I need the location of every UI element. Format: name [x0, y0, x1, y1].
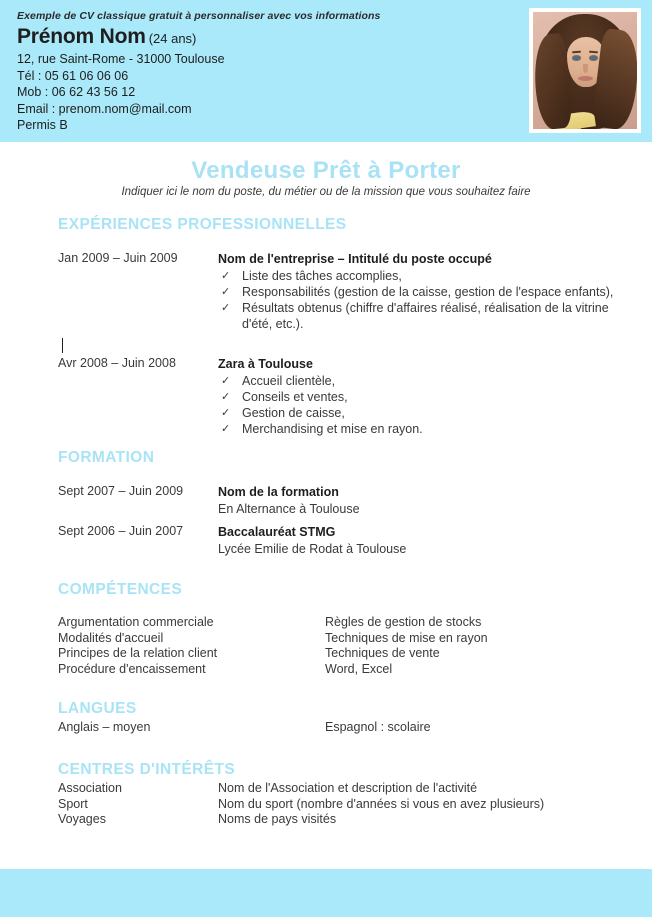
header-band — [0, 0, 652, 142]
list-item — [218, 300, 618, 332]
check-icon: ✓ — [221, 302, 231, 314]
interest-row — [58, 812, 618, 828]
entry-title: Nom de la formation — [218, 485, 339, 499]
check-icon: ✓ — [221, 391, 231, 403]
langues-columns — [58, 720, 618, 738]
list-item — [218, 389, 618, 405]
list-item: Procédure d'encaissement — [58, 661, 206, 676]
address-line: 12, rue Saint-Rome - 31000 Toulouse — [17, 52, 225, 66]
section-heading-competences: COMPÉTENCES — [58, 581, 183, 598]
licence-line: Permis B — [17, 118, 68, 132]
list-item: Modalités d'accueil — [58, 630, 164, 645]
photo-frame — [529, 8, 641, 133]
langues-column-left — [58, 720, 318, 736]
mobile-line: Mob : 06 62 43 56 12 — [17, 85, 136, 99]
entry-title: Baccalauréat STMG — [218, 525, 336, 539]
list-item: Word, Excel — [325, 661, 393, 676]
check-icon: ✓ — [221, 407, 231, 419]
footer-band — [0, 869, 652, 917]
portrait-photo — [533, 12, 637, 129]
entry-body — [218, 356, 618, 437]
list-item — [218, 405, 618, 421]
entry-bullet-list — [218, 268, 618, 332]
list-item: Techniques de vente — [325, 646, 440, 660]
interest-row — [58, 797, 618, 813]
list-item — [218, 284, 618, 300]
entry-date: Avr 2008 – Juin 2008 — [58, 356, 176, 370]
phone-line: Tél : 05 61 06 06 06 — [17, 68, 129, 83]
age: (24 ans) — [148, 31, 197, 46]
langues-column-right — [325, 720, 615, 736]
interest-label: Voyages — [58, 812, 106, 826]
section-heading-experience: EXPÉRIENCES PROFESSIONNELLES — [58, 216, 347, 233]
entry-body — [218, 524, 618, 557]
entry-body — [218, 251, 618, 332]
entry-title: Zara à Toulouse — [218, 357, 313, 371]
competences-column-left — [58, 615, 318, 677]
section-heading-interets: CENTRES D'INTÉRÊTS — [58, 761, 236, 778]
list-item: Principes de la relation client — [58, 646, 218, 660]
check-icon: ✓ — [221, 270, 231, 282]
list-item: Argumentation commerciale — [58, 615, 214, 629]
entry-date: Jan 2009 – Juin 2009 — [58, 251, 178, 265]
tagline: Exemple de CV classique gratuit à personnaliser avec vos informations — [17, 10, 381, 22]
competences-columns — [58, 615, 618, 681]
check-icon: ✓ — [221, 375, 231, 387]
interest-row — [58, 781, 618, 797]
interets-rows — [58, 781, 618, 828]
list-item-text: Résultats obtenus (chiffre d'affaires réalisé, réalisation de la vitrine d'été, etc.). — [242, 301, 609, 331]
check-icon: ✓ — [221, 423, 231, 435]
interest-value: Noms de pays visités — [218, 812, 337, 826]
list-item-text: Gestion de caisse, — [242, 406, 345, 420]
list-item — [218, 373, 618, 389]
page-title: Vendeuse Prêt à Porter — [191, 157, 461, 184]
entry-title: Nom de l'entreprise – Intitulé du poste occupé — [218, 252, 492, 266]
header-contact-block — [17, 9, 517, 134]
list-item: Techniques de mise en rayon — [325, 630, 488, 645]
entry-date: Sept 2006 – Juin 2007 — [58, 524, 184, 538]
interest-label: Sport — [58, 796, 88, 811]
competences-column-right — [325, 615, 615, 677]
list-item — [218, 268, 618, 284]
email-line: Email : prenom.nom@mail.com — [17, 101, 192, 116]
list-item-text: Conseils et ventes, — [242, 390, 348, 404]
interest-value: Nom du sport (nombre d'années si vous en avez plusieurs) — [218, 796, 545, 811]
name-line — [17, 25, 517, 51]
entry-body — [218, 484, 618, 517]
full-name: Prénom Nom — [17, 25, 146, 48]
section-heading-formation: FORMATION — [58, 449, 155, 466]
entry-subtitle: En Alternance à Toulouse — [218, 502, 360, 516]
list-item-text: Liste des tâches accomplies, — [242, 269, 402, 283]
section-heading-langues: LANGUES — [58, 700, 137, 717]
list-item-text: Merchandising et mise en rayon. — [242, 422, 423, 436]
check-icon: ✓ — [221, 286, 231, 298]
entry-bullet-list — [218, 373, 618, 437]
page-subtitle: Indiquer ici le nom du poste, du métier ou de la mission que vous souhaitez faire — [121, 186, 531, 198]
list-item: Espagnol : scolaire — [325, 720, 431, 734]
list-item — [218, 421, 618, 437]
text-cursor — [62, 338, 63, 353]
interest-label: Association — [58, 781, 122, 795]
list-item-text: Responsabilités (gestion de la caisse, gestion de l'espace enfants), — [242, 285, 614, 299]
entry-subtitle: Lycée Emilie de Rodat à Toulouse — [218, 542, 407, 556]
entry-date: Sept 2007 – Juin 2009 — [58, 484, 184, 498]
interest-value: Nom de l'Association et description de l'activité — [218, 781, 478, 795]
list-item: Règles de gestion de stocks — [325, 615, 482, 629]
list-item: Anglais – moyen — [58, 720, 151, 734]
list-item-text: Accueil clientèle, — [242, 374, 336, 388]
